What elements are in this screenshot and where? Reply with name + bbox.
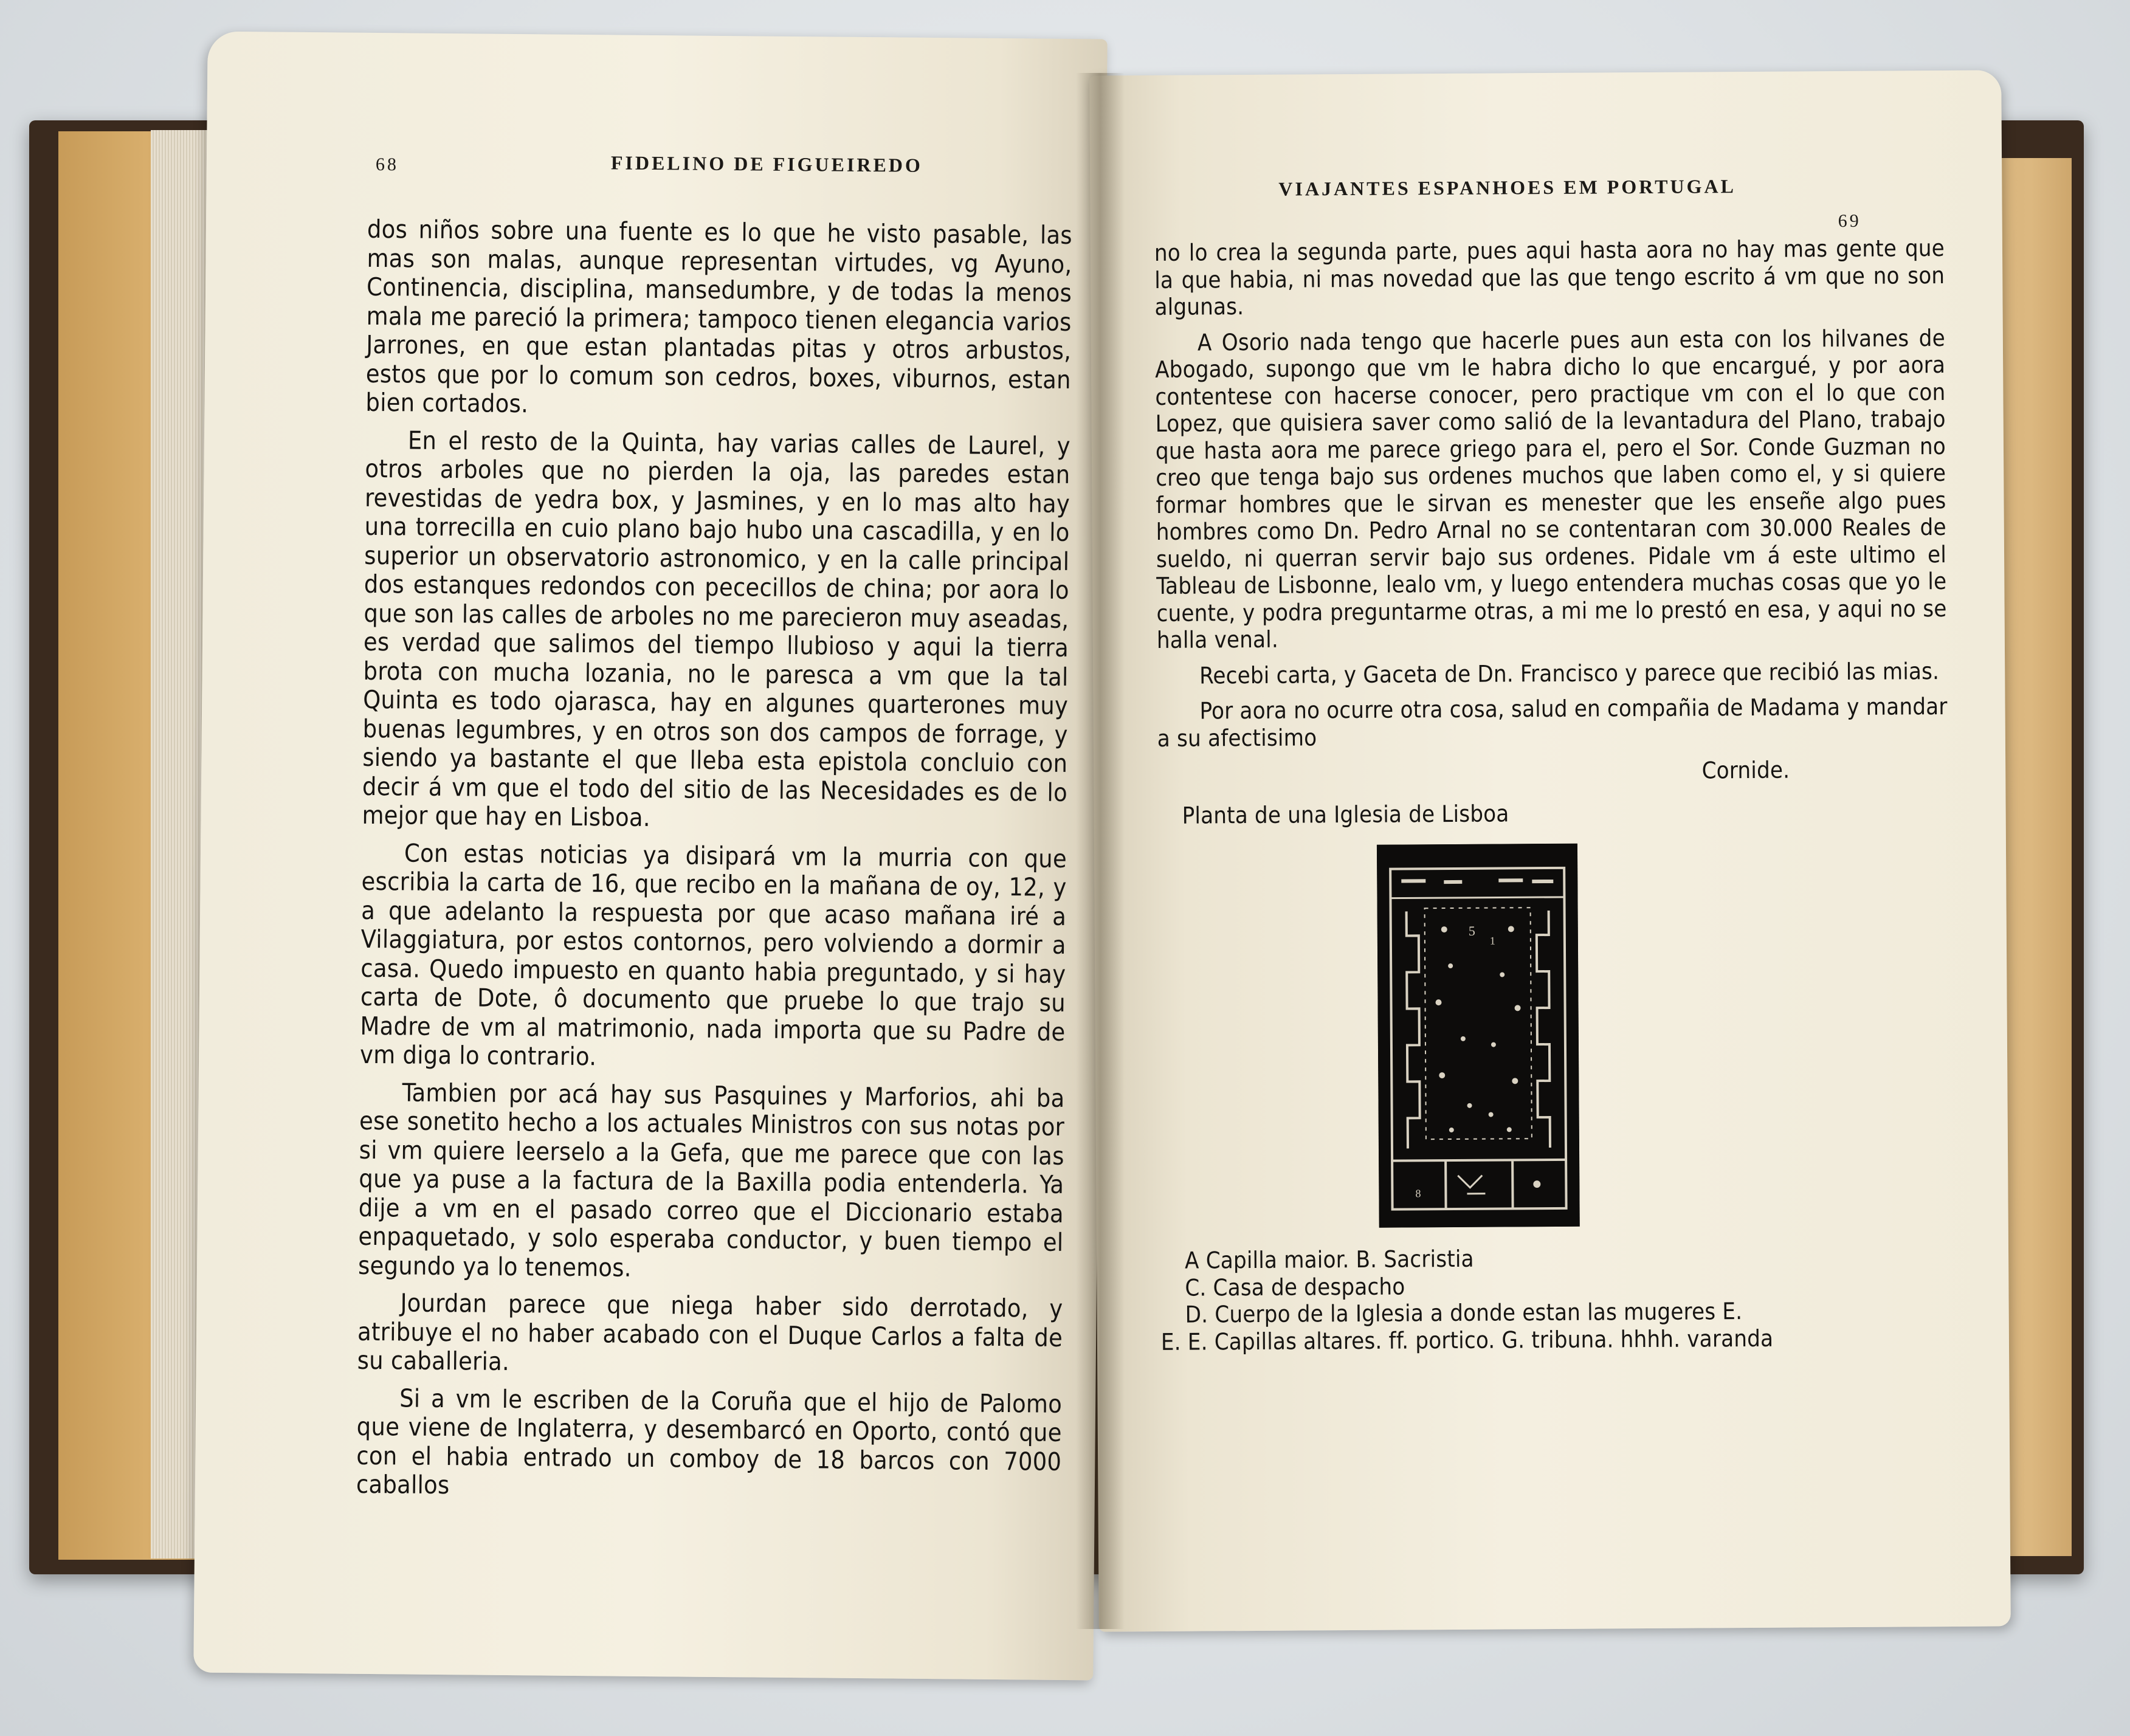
paragraph: Si a vm le escriben de la Coruña que el hijo de Palomo que viene de Inglaterra, y desembarcó en Oporto, contó que con el habia entrado un comboy de 18 barcos con 7000 caballos: [356, 1383, 1063, 1500]
plan-letter: 8: [1415, 1187, 1421, 1200]
legend-line: D. Cuerpo de la Iglesia a donde estan las mugeres E.: [1185, 1298, 1743, 1328]
paragraph: Tambien por acá hay sus Pasquines y Marforios, ahi ba ese sonetito hecho a los actuales Ministros con sus notas por si vm quiere leerselo a la Gefa, que me parece que con las que ya puse a la factura de la Baxilla podia entenderla. Ya dije a vm en el pasado correo que el Diccionario estaba enpaquetado, y solo esperaba conductor, y buen tiempo el segundo ya lo tenemos.: [357, 1077, 1065, 1283]
signature: Cornide.: [1701, 756, 1790, 784]
church-floor-plan-image: [1377, 844, 1580, 1228]
left-page-number: 68: [375, 154, 399, 175]
plan-letter: 5: [1468, 923, 1476, 939]
right-page-number: 69: [1838, 210, 1861, 232]
right-running-head: VIAJANTES ESPANHOES EM PORTUGAL: [1278, 175, 1737, 200]
paragraph: A Osorio nada tengo que hacerle pues aun esta con los hilvanes de Abogado, supongo que vm le habra dicho lo que encargué, y por aora contentese con hacerse conocer, pero practique vm con el lo que con Lopez, que quisiera saver como salió de la levantadura del Plano, trabajo que hasta aora me parece griego para el, pero el Sor. Conde Guzman no creo que tenga bajo sus ordenes muchos que laben como el, y si quiere formar hombres que le sirvan es menester que les enseñe algo pues hombres como Dn. Pedro Arnal no se contentaran com 30.000 Reales de sueldo, ni querran servir bajo sus ordenes. Pidale vm á este ultimo el Tableau de Lisbonne, lealo vm, y luego entendera muchas cosas que yo le cuente, y podra preguntarme otras, a mi me lo prestó en esa, y aqui no se halla venal.: [1155, 324, 1947, 653]
paragraph: En el resto de la Quinta, hay varias calles de Laurel, y otros arboles que no pierden la oja, las paredes estan revestidas de yedra box, y Jasmines, y en lo mas alto hay una torrecilla en cuio plano bajo hubo una cascadilla, y en lo superior un observatorio astronomico, y en la calle principal dos estanques redondos con pececillos de china; por aora lo que son las calles de arboles no me parecieron muy aseadas, es verdad que salimos del tiempo llubioso y aqui la tierra brota con mucha lozania, no le paresca a vm que la tal Quinta es todo ojarasca, hay en algunes quarterones muy buenas legumbres, y en otros son dos campos de forrage, y siendo ya bastante el que lleba esta epistola concluio con decir á vm que el todo del sitio de las Necesidades es de lo mejor que hay en Lisboa.: [362, 425, 1071, 832]
plan-legend: [1160, 1242, 1951, 1355]
left-page: [193, 32, 1108, 1681]
paragraph: Jourdan parece que niega haber sido derrotado, y atribuye el no haber acabado con el Duque Carlos a falta de su caballeria.: [357, 1288, 1063, 1377]
left-running-head: FIDELINO DE FIGUEIREDO: [610, 151, 923, 176]
paragraph: dos niños sobre una fuente es lo que he visto pasable, las mas son malas, aunque representan virtudes, vg Ayuno, Continencia, disciplina, mansedumbre, y de todas la menos mala me pareció la primera; tampoco tienen elegancia varios Jarrones, en que estan plantadas pitas y otros arbustos, estos que por lo comum son cedros, boxes, viburnos, estan bien cortados.: [365, 214, 1073, 419]
right-text-body: [1154, 235, 1951, 1355]
paragraph: Con estas noticias ya disipará vm la murria con que escribia la carta de 16, que recibo en la mañana de oy, 12, y a que adelanto la respuesta por que acaso mañana iré a Vilaggiatura, por estos contornos, pero volviendo a dormir a casa. Quedo impuesto en quanto habia preguntado, y si hay carta de Dote, ô documento que pruebe lo que trajo su Madre de vm al matrimonio, nada importa que su Padre de vm diga lo contrario.: [359, 838, 1067, 1072]
left-text-body: [356, 215, 1073, 1514]
paragraph: Recebi carta, y Gaceta de Dn. Francisco y parece que recibió las mias.: [1199, 657, 1940, 689]
paragraph: no lo crea la segunda parte, pues aqui hasta aora no hay mas gente que la que habia, ni mas novedad que las que tengo escrito á vm que no son algunas.: [1154, 235, 1945, 320]
legend-line: E. E. Capillas altares. ff. portico. G. tribuna. hhhh. varanda: [1160, 1324, 1774, 1355]
legend-line: C. Casa de despacho: [1185, 1272, 1405, 1301]
right-page: [1089, 70, 2011, 1631]
plan-title: Planta de una Iglesia de Lisboa: [1182, 799, 1509, 829]
plan-letter: 1: [1489, 934, 1496, 947]
floor-plan-drawing: [1377, 844, 1580, 1228]
legend-line: A Capilla maior. B. Sacristia: [1184, 1245, 1474, 1274]
paragraph: Por aora no ocurre otra cosa, salud en compañia de Madama y mandar a su afectisimo: [1157, 693, 1948, 752]
